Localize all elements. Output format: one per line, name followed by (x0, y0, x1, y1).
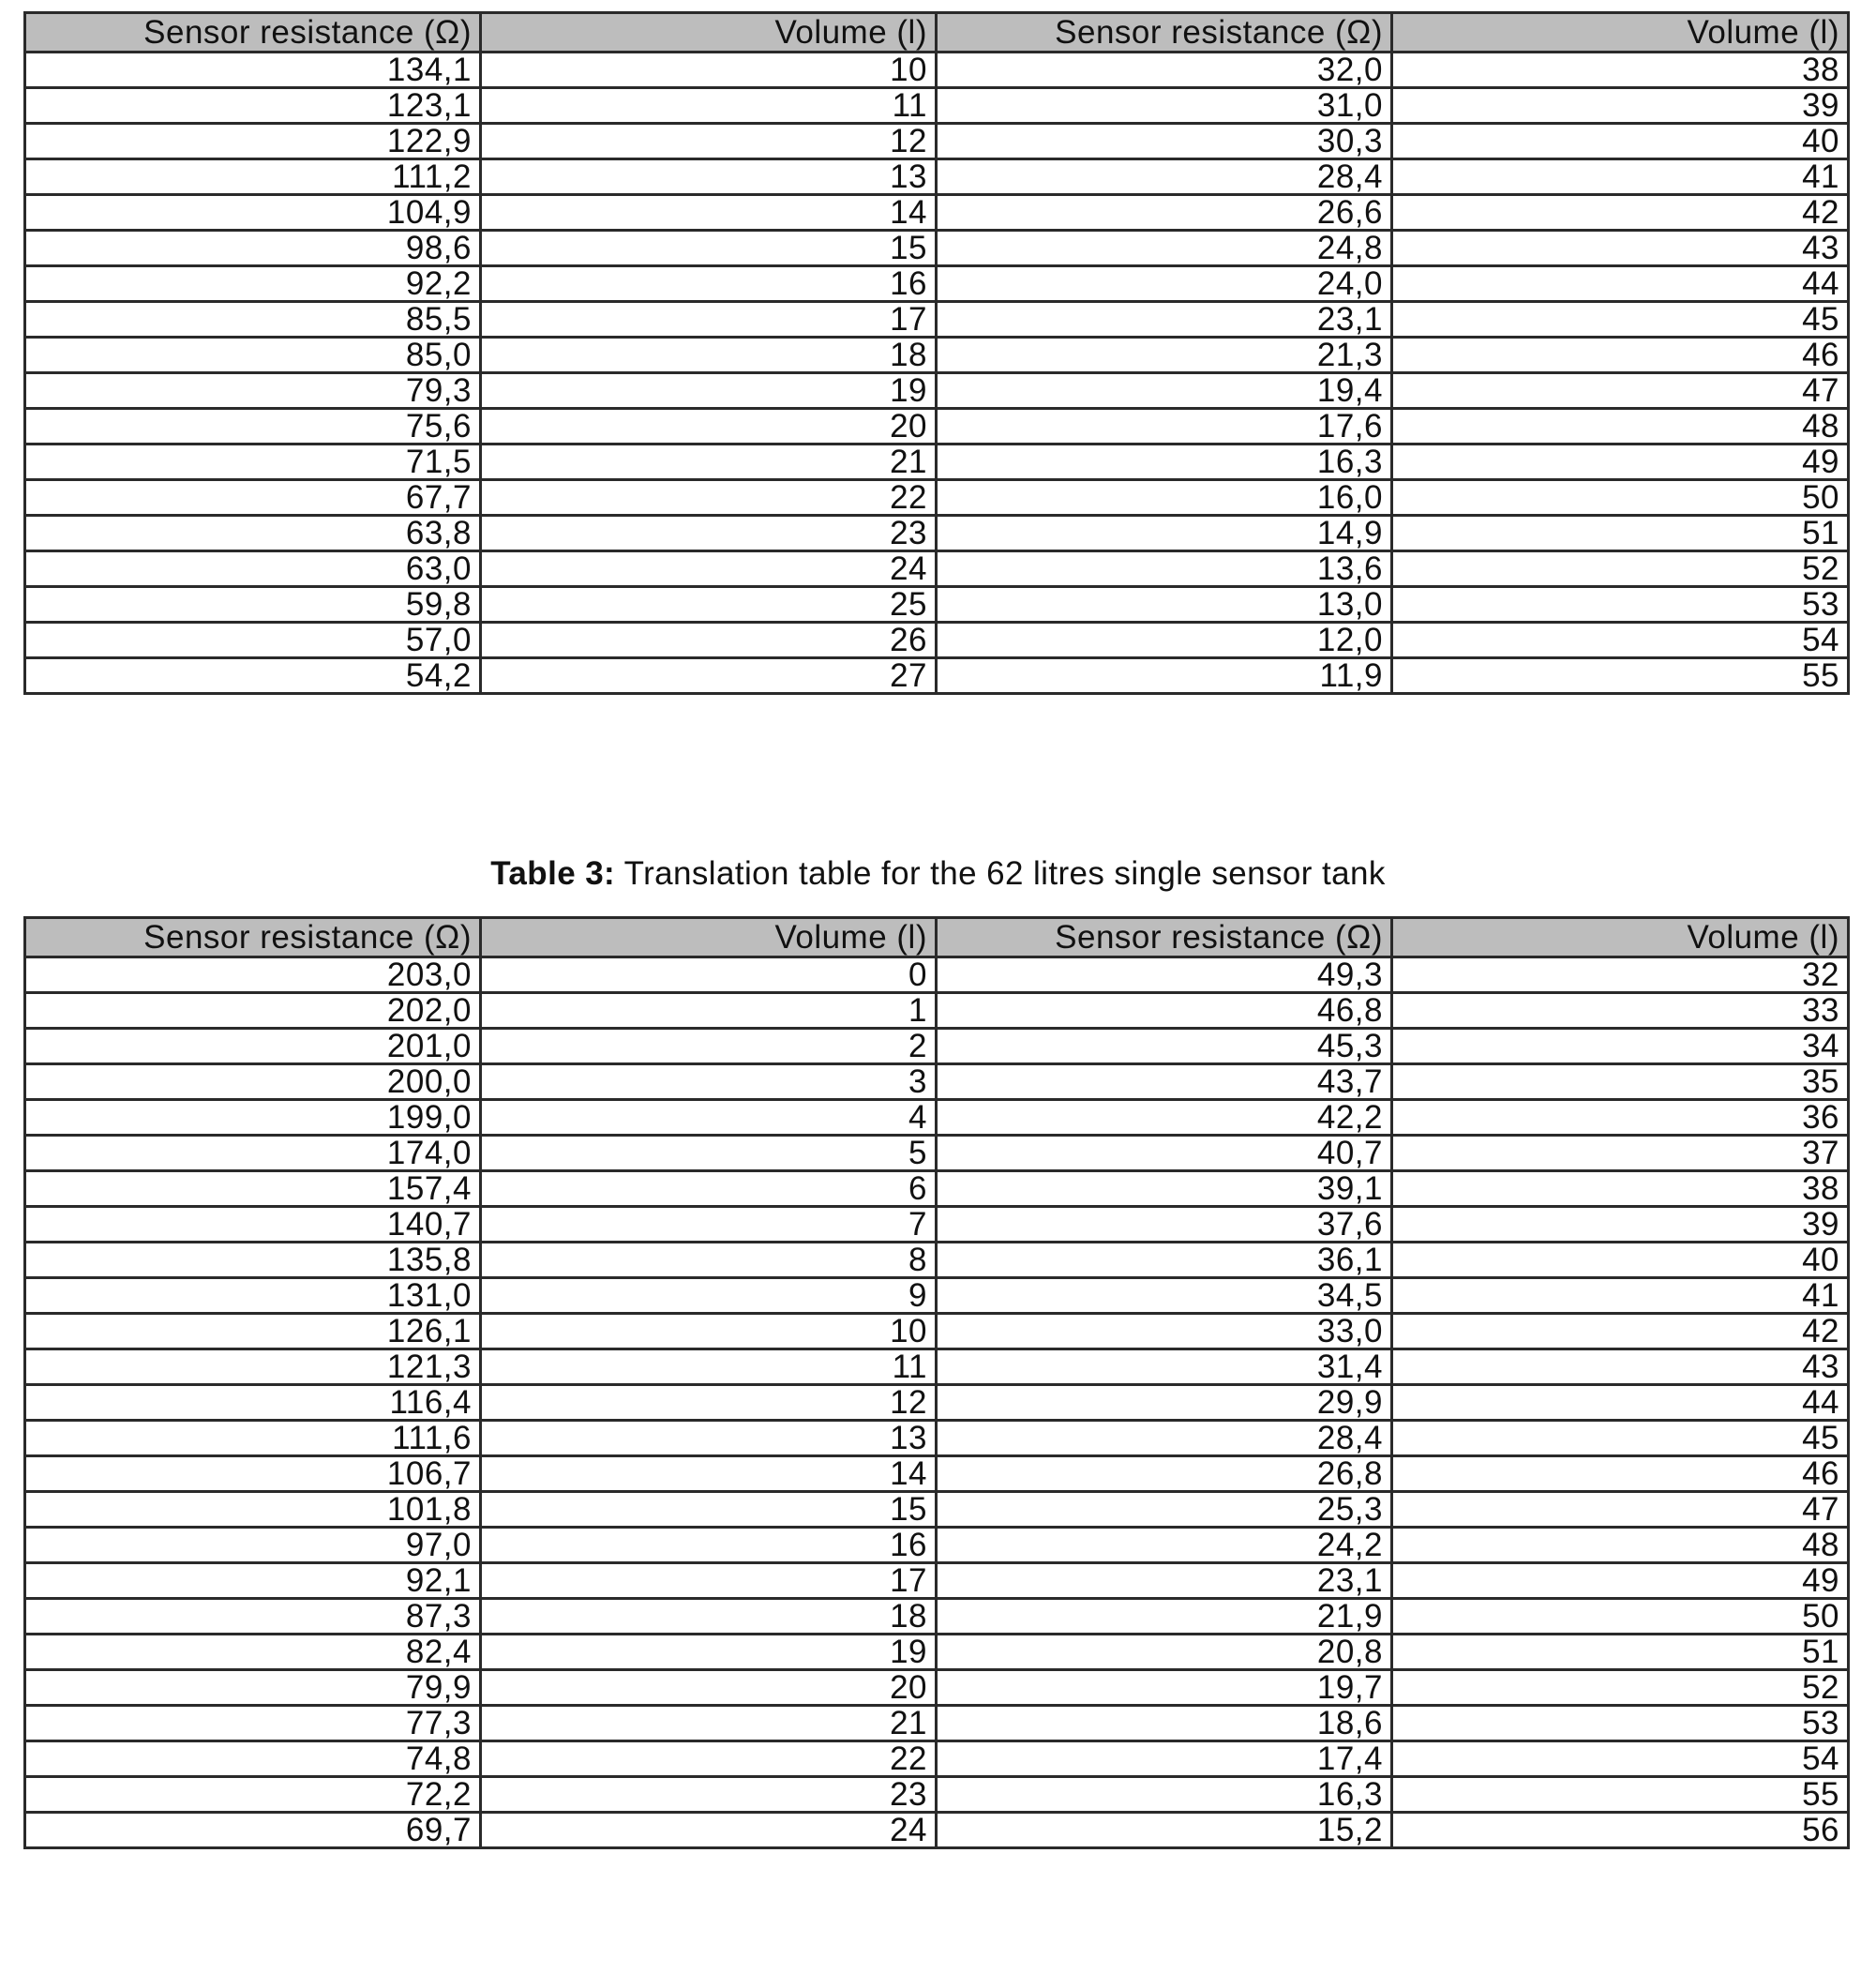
cell-volume: 12 (481, 1385, 937, 1421)
cell-resistance: 79,9 (25, 1670, 481, 1706)
table-row (25, 1777, 1849, 1813)
cell-resistance: 45,3 (937, 1029, 1392, 1064)
cell-volume: 54 (1392, 1741, 1849, 1777)
caption-text: Translation table for the 62 litres single sensor tank (623, 855, 1386, 892)
cell-resistance: 97,0 (25, 1528, 481, 1563)
column-header-resistance: Sensor resistance (Ω) (25, 918, 481, 957)
cell-volume: 3 (481, 1064, 937, 1100)
cell-volume: 53 (1392, 587, 1849, 623)
cell-volume: 55 (1392, 658, 1849, 694)
cell-volume: 25 (481, 587, 937, 623)
cell-resistance: 92,2 (25, 266, 481, 302)
cell-resistance: 67,7 (25, 480, 481, 516)
cell-volume: 47 (1392, 1492, 1849, 1528)
cell-volume: 13 (481, 159, 937, 195)
cell-volume: 14 (481, 1456, 937, 1492)
cell-volume: 19 (481, 373, 937, 409)
cell-volume: 38 (1392, 1171, 1849, 1207)
table-row (25, 1670, 1849, 1706)
table-row (25, 1314, 1849, 1349)
cell-resistance: 92,1 (25, 1563, 481, 1599)
table-row (25, 1064, 1849, 1100)
cell-volume: 43 (1392, 231, 1849, 266)
cell-resistance: 31,4 (937, 1349, 1392, 1385)
cell-resistance: 36,1 (937, 1243, 1392, 1278)
cell-resistance: 85,0 (25, 338, 481, 373)
translation-table-continued (23, 11, 1850, 695)
cell-resistance: 20,8 (937, 1635, 1392, 1670)
cell-resistance: 11,9 (937, 658, 1392, 694)
cell-volume: 18 (481, 338, 937, 373)
cell-resistance: 79,3 (25, 373, 481, 409)
cell-volume: 51 (1392, 1635, 1849, 1670)
cell-volume: 14 (481, 195, 937, 231)
cell-resistance: 71,5 (25, 445, 481, 480)
cell-resistance: 16,0 (937, 480, 1392, 516)
cell-resistance: 116,4 (25, 1385, 481, 1421)
cell-volume: 44 (1392, 266, 1849, 302)
cell-resistance: 33,0 (937, 1314, 1392, 1349)
cell-volume: 36 (1392, 1100, 1849, 1136)
cell-resistance: 121,3 (25, 1349, 481, 1385)
cell-volume: 56 (1392, 1813, 1849, 1848)
table-row (25, 409, 1849, 445)
cell-volume: 32 (1392, 957, 1849, 993)
cell-volume: 27 (481, 658, 937, 694)
cell-volume: 17 (481, 302, 937, 338)
cell-resistance: 19,7 (937, 1670, 1392, 1706)
cell-resistance: 104,9 (25, 195, 481, 231)
cell-resistance: 24,8 (937, 231, 1392, 266)
cell-volume: 11 (481, 88, 937, 124)
cell-volume: 49 (1392, 1563, 1849, 1599)
cell-resistance: 46,8 (937, 993, 1392, 1029)
cell-volume: 39 (1392, 1207, 1849, 1243)
cell-resistance: 40,7 (937, 1136, 1392, 1171)
cell-volume: 41 (1392, 1278, 1849, 1314)
table-row (25, 516, 1849, 551)
cell-resistance: 126,1 (25, 1314, 481, 1349)
table-row (25, 1100, 1849, 1136)
column-header-volume: Volume (l) (481, 13, 937, 53)
cell-volume: 40 (1392, 124, 1849, 159)
table-row (25, 53, 1849, 88)
table-row (25, 957, 1849, 993)
cell-volume: 16 (481, 266, 937, 302)
column-header-volume: Volume (l) (1392, 918, 1849, 957)
cell-resistance: 14,9 (937, 516, 1392, 551)
cell-resistance: 199,0 (25, 1100, 481, 1136)
cell-resistance: 34,5 (937, 1278, 1392, 1314)
cell-volume: 15 (481, 1492, 937, 1528)
table-row (25, 1741, 1849, 1777)
cell-volume: 53 (1392, 1706, 1849, 1741)
table-row (25, 658, 1849, 694)
cell-volume: 7 (481, 1207, 937, 1243)
cell-volume: 46 (1392, 1456, 1849, 1492)
cell-resistance: 49,3 (937, 957, 1392, 993)
cell-volume: 20 (481, 1670, 937, 1706)
cell-resistance: 39,1 (937, 1171, 1392, 1207)
cell-volume: 42 (1392, 1314, 1849, 1349)
cell-volume: 51 (1392, 516, 1849, 551)
cell-resistance: 69,7 (25, 1813, 481, 1848)
table-row (25, 1528, 1849, 1563)
cell-resistance: 111,2 (25, 159, 481, 195)
cell-resistance: 131,0 (25, 1278, 481, 1314)
cell-volume: 13 (481, 1421, 937, 1456)
table-row (25, 1278, 1849, 1314)
translation-table-62-litres (23, 916, 1850, 1849)
cell-volume: 11 (481, 1349, 937, 1385)
table-row (25, 231, 1849, 266)
table-row (25, 1349, 1849, 1385)
cell-resistance: 202,0 (25, 993, 481, 1029)
cell-volume: 43 (1392, 1349, 1849, 1385)
cell-resistance: 82,4 (25, 1635, 481, 1670)
cell-volume: 4 (481, 1100, 937, 1136)
table-row (25, 1243, 1849, 1278)
header-row (25, 918, 1849, 957)
table-row (25, 551, 1849, 587)
table-row (25, 1385, 1849, 1421)
cell-volume: 39 (1392, 88, 1849, 124)
cell-volume: 41 (1392, 159, 1849, 195)
cell-resistance: 16,3 (937, 1777, 1392, 1813)
cell-resistance: 19,4 (937, 373, 1392, 409)
table-row (25, 445, 1849, 480)
table-row (25, 266, 1849, 302)
cell-volume: 15 (481, 231, 937, 266)
table-row (25, 88, 1849, 124)
cell-resistance: 106,7 (25, 1456, 481, 1492)
cell-volume: 45 (1392, 302, 1849, 338)
cell-volume: 54 (1392, 623, 1849, 658)
table-row (25, 373, 1849, 409)
cell-volume: 46 (1392, 338, 1849, 373)
cell-volume: 34 (1392, 1029, 1849, 1064)
cell-resistance: 17,6 (937, 409, 1392, 445)
cell-volume: 48 (1392, 409, 1849, 445)
cell-volume: 5 (481, 1136, 937, 1171)
cell-volume: 49 (1392, 445, 1849, 480)
cell-resistance: 24,2 (937, 1528, 1392, 1563)
cell-resistance: 203,0 (25, 957, 481, 993)
table-row (25, 993, 1849, 1029)
cell-volume: 0 (481, 957, 937, 993)
cell-resistance: 59,8 (25, 587, 481, 623)
cell-resistance: 23,1 (937, 302, 1392, 338)
cell-volume: 2 (481, 1029, 937, 1064)
table-row (25, 1456, 1849, 1492)
table-caption (0, 855, 1876, 893)
cell-resistance: 140,7 (25, 1207, 481, 1243)
cell-volume: 18 (481, 1599, 937, 1635)
table-row (25, 1599, 1849, 1635)
cell-resistance: 28,4 (937, 1421, 1392, 1456)
cell-resistance: 21,9 (937, 1599, 1392, 1635)
cell-resistance: 135,8 (25, 1243, 481, 1278)
column-header-volume: Volume (l) (1392, 13, 1849, 53)
table-row (25, 159, 1849, 195)
cell-resistance: 75,6 (25, 409, 481, 445)
cell-volume: 50 (1392, 1599, 1849, 1635)
table-row (25, 195, 1849, 231)
cell-volume: 26 (481, 623, 937, 658)
cell-resistance: 57,0 (25, 623, 481, 658)
cell-resistance: 54,2 (25, 658, 481, 694)
cell-resistance: 32,0 (937, 53, 1392, 88)
cell-resistance: 98,6 (25, 231, 481, 266)
cell-resistance: 23,1 (937, 1563, 1392, 1599)
cell-resistance: 174,0 (25, 1136, 481, 1171)
cell-resistance: 21,3 (937, 338, 1392, 373)
cell-volume: 6 (481, 1171, 937, 1207)
cell-resistance: 42,2 (937, 1100, 1392, 1136)
cell-volume: 21 (481, 1706, 937, 1741)
cell-resistance: 16,3 (937, 445, 1392, 480)
table-row (25, 1563, 1849, 1599)
table-row (25, 1813, 1849, 1848)
cell-resistance: 31,0 (937, 88, 1392, 124)
cell-resistance: 12,0 (937, 623, 1392, 658)
cell-resistance: 28,4 (937, 159, 1392, 195)
cell-resistance: 43,7 (937, 1064, 1392, 1100)
table-header (25, 918, 1849, 957)
table-row (25, 1421, 1849, 1456)
table-body (25, 53, 1849, 694)
caption-label: Table 3: (490, 855, 616, 892)
cell-resistance: 13,6 (937, 551, 1392, 587)
cell-resistance: 30,3 (937, 124, 1392, 159)
table-body (25, 957, 1849, 1848)
header-row (25, 13, 1849, 53)
cell-volume: 38 (1392, 53, 1849, 88)
cell-resistance: 63,8 (25, 516, 481, 551)
cell-resistance: 26,8 (937, 1456, 1392, 1492)
cell-volume: 22 (481, 480, 937, 516)
table-row (25, 1706, 1849, 1741)
cell-resistance: 25,3 (937, 1492, 1392, 1528)
cell-resistance: 157,4 (25, 1171, 481, 1207)
cell-resistance: 74,8 (25, 1741, 481, 1777)
cell-resistance: 122,9 (25, 124, 481, 159)
cell-volume: 23 (481, 516, 937, 551)
cell-volume: 9 (481, 1278, 937, 1314)
cell-volume: 10 (481, 53, 937, 88)
cell-volume: 55 (1392, 1777, 1849, 1813)
cell-volume: 22 (481, 1741, 937, 1777)
cell-resistance: 123,1 (25, 88, 481, 124)
cell-resistance: 29,9 (937, 1385, 1392, 1421)
column-header-volume: Volume (l) (481, 918, 937, 957)
table-row (25, 302, 1849, 338)
cell-resistance: 17,4 (937, 1741, 1392, 1777)
cell-volume: 21 (481, 445, 937, 480)
table-row (25, 1635, 1849, 1670)
cell-resistance: 77,3 (25, 1706, 481, 1741)
table-row (25, 623, 1849, 658)
cell-resistance: 15,2 (937, 1813, 1392, 1848)
cell-resistance: 26,6 (937, 195, 1392, 231)
cell-volume: 42 (1392, 195, 1849, 231)
cell-volume: 20 (481, 409, 937, 445)
cell-resistance: 101,8 (25, 1492, 481, 1528)
cell-resistance: 13,0 (937, 587, 1392, 623)
cell-volume: 23 (481, 1777, 937, 1813)
cell-volume: 45 (1392, 1421, 1849, 1456)
cell-resistance: 87,3 (25, 1599, 481, 1635)
table-row (25, 1136, 1849, 1171)
table-row (25, 124, 1849, 159)
cell-volume: 19 (481, 1635, 937, 1670)
cell-volume: 12 (481, 124, 937, 159)
cell-volume: 10 (481, 1314, 937, 1349)
cell-volume: 24 (481, 551, 937, 587)
cell-resistance: 37,6 (937, 1207, 1392, 1243)
table-header (25, 13, 1849, 53)
column-header-resistance: Sensor resistance (Ω) (937, 13, 1392, 53)
cell-volume: 24 (481, 1813, 937, 1848)
table-row (25, 1207, 1849, 1243)
cell-volume: 8 (481, 1243, 937, 1278)
cell-resistance: 63,0 (25, 551, 481, 587)
cell-resistance: 18,6 (937, 1706, 1392, 1741)
cell-resistance: 72,2 (25, 1777, 481, 1813)
cell-resistance: 201,0 (25, 1029, 481, 1064)
cell-volume: 17 (481, 1563, 937, 1599)
cell-volume: 47 (1392, 373, 1849, 409)
cell-volume: 50 (1392, 480, 1849, 516)
cell-resistance: 85,5 (25, 302, 481, 338)
column-header-resistance: Sensor resistance (Ω) (937, 918, 1392, 957)
cell-resistance: 200,0 (25, 1064, 481, 1100)
cell-resistance: 134,1 (25, 53, 481, 88)
cell-volume: 16 (481, 1528, 937, 1563)
table-row (25, 338, 1849, 373)
cell-volume: 52 (1392, 1670, 1849, 1706)
cell-volume: 40 (1392, 1243, 1849, 1278)
cell-volume: 44 (1392, 1385, 1849, 1421)
cell-resistance: 24,0 (937, 266, 1392, 302)
cell-volume: 35 (1392, 1064, 1849, 1100)
cell-resistance: 111,6 (25, 1421, 481, 1456)
table-row (25, 1029, 1849, 1064)
table-row (25, 1492, 1849, 1528)
table-row (25, 1171, 1849, 1207)
cell-volume: 33 (1392, 993, 1849, 1029)
cell-volume: 48 (1392, 1528, 1849, 1563)
table-row (25, 480, 1849, 516)
column-header-resistance: Sensor resistance (Ω) (25, 13, 481, 53)
cell-volume: 37 (1392, 1136, 1849, 1171)
cell-volume: 1 (481, 993, 937, 1029)
cell-volume: 52 (1392, 551, 1849, 587)
table-row (25, 587, 1849, 623)
